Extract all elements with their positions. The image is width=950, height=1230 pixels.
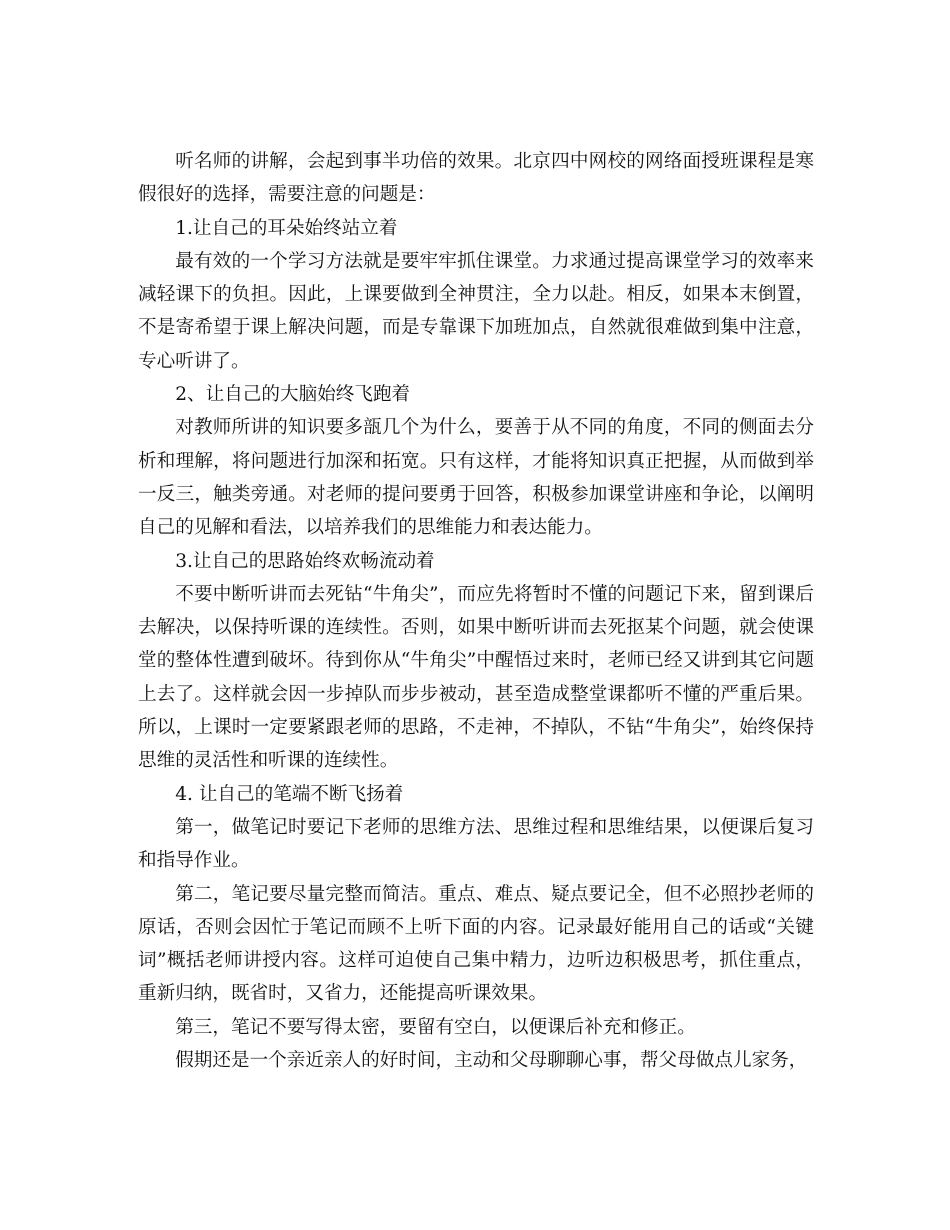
heading-pen: 4. 让自己的笔端不断飞扬着 <box>175 783 404 805</box>
paragraph-thinking: 不要中断听讲而去死钻“牛角尖”，而应先将暂时不懂的问题记下来，留到课后去解决，以保持听课的连续性。否则，如果中断听讲而去死抠某个问题，就会使课堂的整体性遭到破坏。待到你从“牛角尖”中醒悟过来时，老师已经又讲到其它问题上去了。这样就会因一步掉队而步步被动，甚至造成整堂课都听不懂的严重后果。所以，上课时一定要紧跟老师的思路，不走神，不掉队，不钻“牛角尖”，始终保持思维的灵活性和听课的连续性。 <box>138 583 814 772</box>
paragraph-notes-second: 第二，笔记要尽量完整而简洁。重点、难点、疑点要记全，但不必照抄老师的原话，否则会因忙于笔记而顾不上听下面的内容。记录最好能用自己的话或“关键词”概括老师讲授内容。这样可迫使自己集中精力，边听边积极思考，抓住重点，重新归纳，既省时，又省力，还能提高听课效果。 <box>138 883 814 1005</box>
paragraph-notes-third: 第三，笔记不要写得太密，要留有空白，以便课后补充和修正。 <box>175 1016 696 1038</box>
heading-ears: 1.让自己的耳朵始终站立着 <box>175 217 398 239</box>
paragraph-family: 假期还是一个亲近亲人的好时间，主动和父母聊聊心事，帮父母做点儿家务， <box>175 1050 808 1072</box>
paragraph-ears: 最有效的一个学习方法就是要牢牢抓住课堂。力求通过提高课堂学习的效率来减轻课下的负担。因此，上课要做到全神贯注，全力以赴。相反，如果本末倒置，不是寄希望于课上解决问题，而是专靠课下加班加点，自然就很难做到集中注意，专心听讲了。 <box>138 250 814 372</box>
heading-brain: 2、让自己的大脑始终飞跑着 <box>175 384 411 406</box>
heading-thinking: 3.让自己的思路始终欢畅流动着 <box>175 550 435 572</box>
document-body <box>138 145 814 1077</box>
paragraph-brain: 对教师所讲的知识要多瓿几个为什么，要善于从不同的角度，不同的侧面去分析和理解，将问题进行加深和拓宽。只有这样，才能将知识真正把握，从而做到举一反三，触类旁通。对老师的提问要勇于回答，积极参加课堂讲座和争论，以阐明自己的见解和看法，以培养我们的思维能力和表达能力。 <box>138 417 814 539</box>
paragraph-intro: 听名师的讲解，会起到事半功倍的效果。北京四中网校的网络面授班课程是寒假很好的选择，需要注意的问题是： <box>138 151 814 206</box>
paragraph-notes-first: 第一，做笔记时要记下老师的思维方法、思维过程和思维结果，以便课后复习和指导作业。 <box>138 816 814 872</box>
